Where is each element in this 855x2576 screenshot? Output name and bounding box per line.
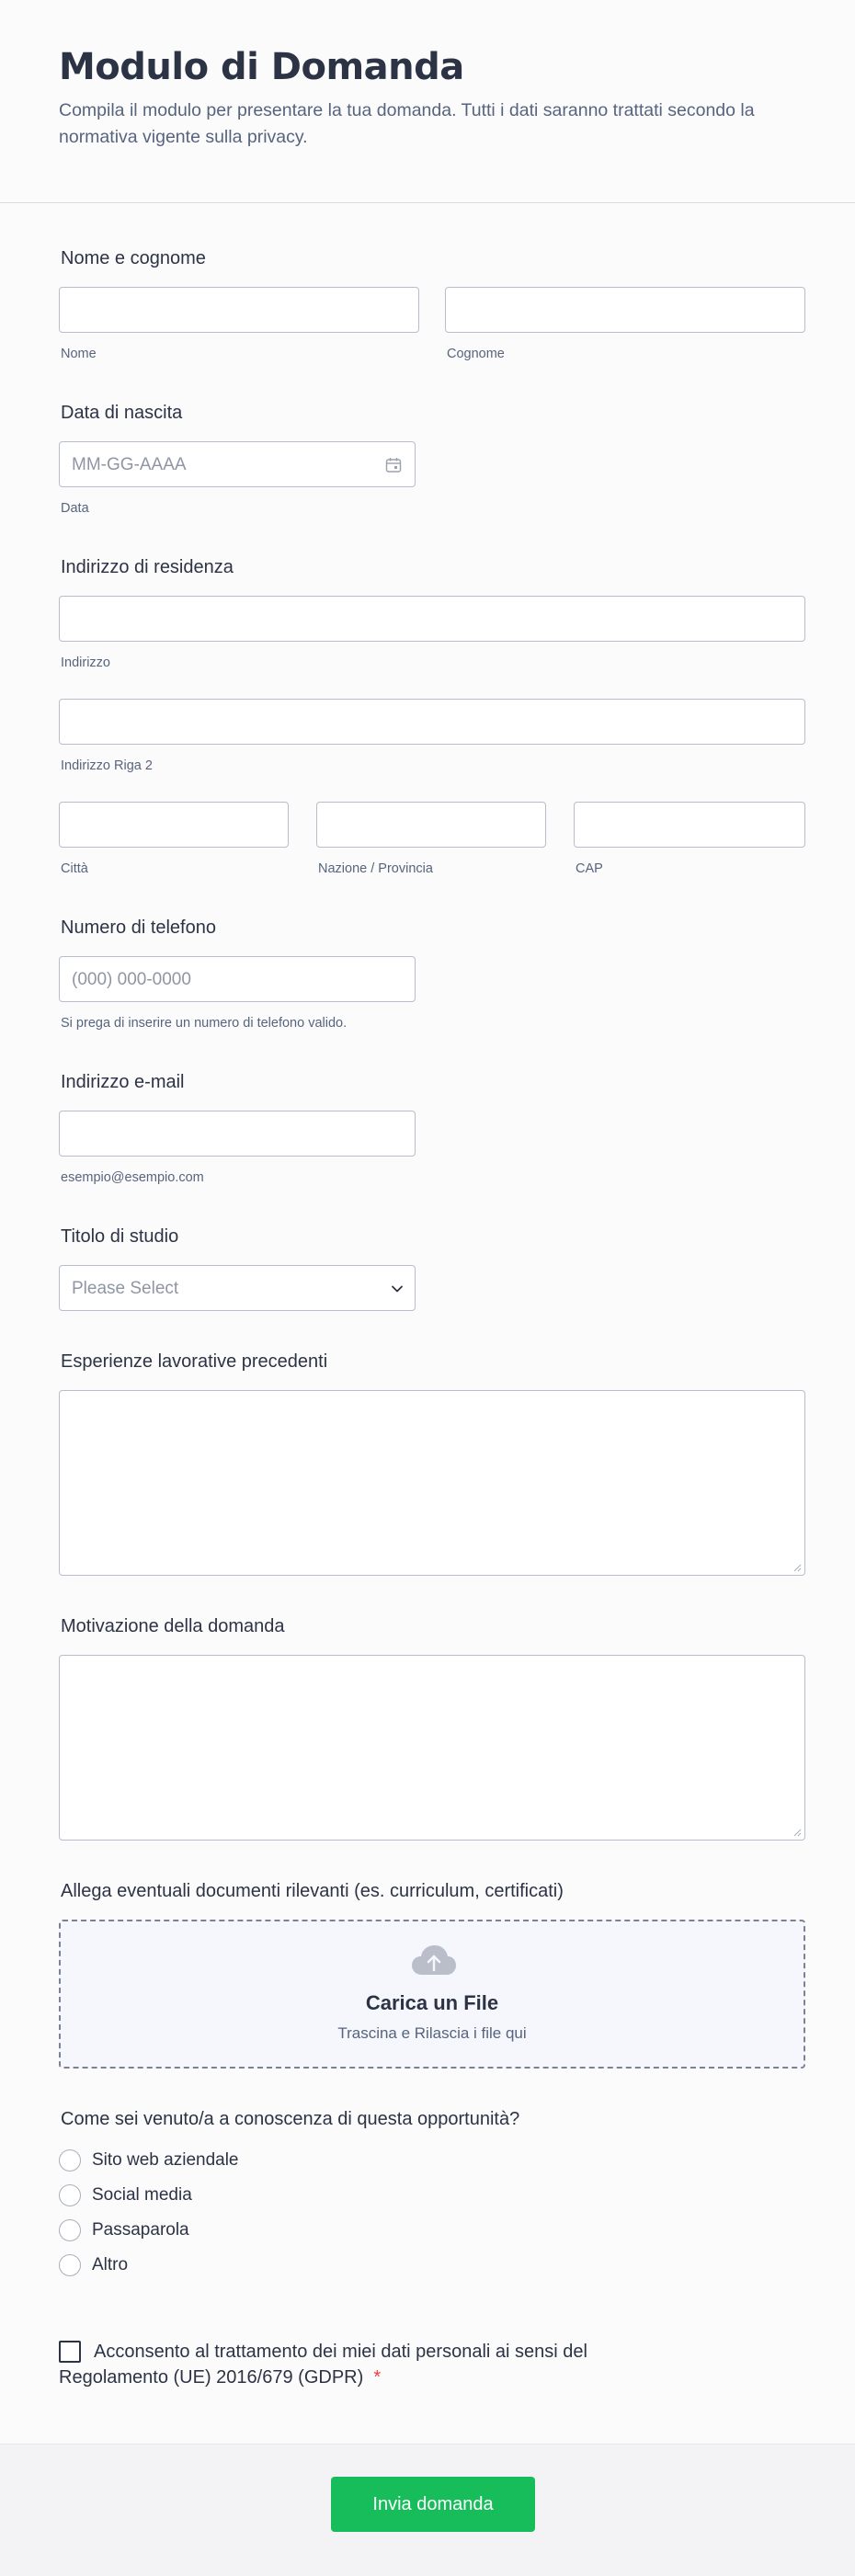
motivation-textarea[interactable]: [59, 1655, 805, 1841]
cloud-upload-icon: [410, 1942, 458, 1983]
state-sublabel: Nazione / Provincia: [318, 861, 433, 876]
upload-subtitle: Trascina e Rilascia i file qui: [337, 2024, 527, 2042]
zip-input[interactable]: [574, 802, 805, 848]
radio-option[interactable]: [59, 2252, 128, 2278]
header-divider: [0, 202, 855, 203]
radio-button[interactable]: [59, 2184, 81, 2206]
dob-placeholder: MM-GG-AAAA: [72, 455, 187, 474]
address-line1-sublabel: Indirizzo: [61, 655, 110, 670]
radio-option[interactable]: [59, 2217, 189, 2243]
radio-option-label: Altro: [92, 2255, 129, 2274]
phone-sublabel: Si prega di inserire un numero di telefono valido.: [61, 1016, 348, 1031]
last-name-sublabel: Cognome: [447, 347, 505, 361]
file-upload-dropzone[interactable]: [59, 1920, 805, 2069]
state-input[interactable]: [316, 802, 546, 848]
email-input[interactable]: [59, 1111, 416, 1157]
motivation-label: Motivazione della domanda: [61, 1616, 285, 1636]
email-sublabel: esempio@esempio.com: [61, 1170, 204, 1185]
dob-sublabel: Data: [61, 501, 89, 516]
address-line2-sublabel: Indirizzo Riga 2: [61, 758, 153, 773]
education-label: Titolo di studio: [61, 1226, 179, 1247]
radio-button[interactable]: [59, 2254, 81, 2276]
consent-text[interactable]: [59, 2339, 647, 2390]
address-label: Indirizzo di residenza: [61, 557, 234, 577]
source-label: Come sei venuto/a a conoscenza di questa opportunità?: [61, 2109, 520, 2129]
radio-option-label: Sito web aziendale: [92, 2150, 239, 2170]
email-label: Indirizzo e-mail: [61, 1072, 185, 1092]
resize-grip-icon[interactable]: [792, 1563, 802, 1572]
submit-button[interactable]: Invia domanda: [331, 2477, 535, 2532]
upload-label: Allega eventuali documenti rilevanti (es. curriculum, certificati): [61, 1881, 564, 1901]
first-name-sublabel: Nome: [61, 347, 97, 361]
zip-sublabel: CAP: [576, 861, 603, 876]
radio-option-label: Social media: [92, 2185, 192, 2205]
radio-option[interactable]: [59, 2148, 239, 2173]
resize-grip-icon[interactable]: [792, 1828, 802, 1837]
radio-button[interactable]: [59, 2149, 81, 2171]
consent-label: Acconsento al trattamento dei miei dati personali ai sensi del Regolamento (UE) 2016/679 (GDPR): [59, 2342, 587, 2388]
experience-label: Esperienze lavorative precedenti: [61, 1351, 328, 1372]
city-sublabel: Città: [61, 861, 88, 876]
radio-option-label: Passaparola: [92, 2220, 189, 2240]
education-select[interactable]: [59, 1265, 416, 1311]
last-name-input[interactable]: [445, 287, 805, 333]
phone-input[interactable]: [59, 956, 416, 1002]
page-description: Compila il modulo per presentare la tua domanda. Tutti i dati saranno trattati secondo la normativa vigente sulla privacy.: [59, 100, 755, 147]
dob-label: Data di nascita: [61, 403, 183, 423]
address-line1-input[interactable]: [59, 596, 805, 642]
dob-input[interactable]: [59, 441, 416, 487]
chevron-down-icon: [391, 1282, 404, 1300]
city-input[interactable]: [59, 802, 289, 848]
radio-button[interactable]: [59, 2219, 81, 2241]
page-title: Modulo di Domanda: [59, 46, 464, 88]
education-selected-value: Please Select: [72, 1279, 179, 1298]
address-line2-input[interactable]: [59, 699, 805, 745]
first-name-input[interactable]: [59, 287, 419, 333]
experience-textarea[interactable]: [59, 1390, 805, 1576]
phone-placeholder: (000) 000-0000: [72, 970, 191, 989]
name-label: Nome e cognome: [61, 248, 206, 268]
upload-title: Carica un File: [365, 1991, 499, 2014]
required-mark: *: [373, 2367, 382, 2388]
radio-option[interactable]: [59, 2183, 192, 2208]
phone-label: Numero di telefono: [61, 918, 216, 938]
calendar-icon[interactable]: [385, 457, 402, 478]
